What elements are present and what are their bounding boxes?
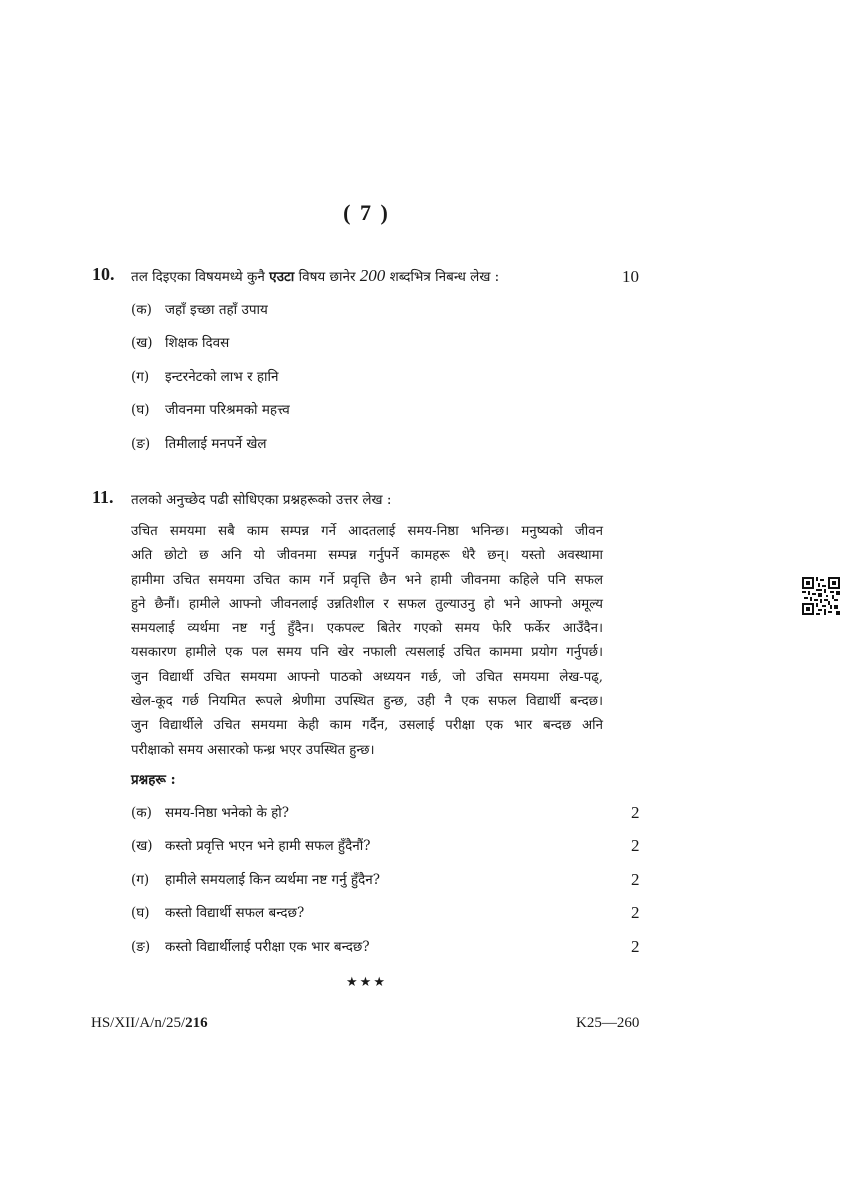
option-text: इन्टरनेटको लाभ र हानि [165, 369, 279, 385]
q10-option [131, 367, 279, 385]
question-11-number: 11. [92, 487, 114, 507]
q11-question [131, 903, 304, 921]
passage-line: जुन विद्यार्थीले उचित समयमा केही काम गर्दैन, उसलाई परीक्षा एक भार बन्दछ अनि [131, 718, 603, 734]
question-marks: 2 [631, 903, 640, 922]
question-text: कस्तो विद्यार्थीलाई परीक्षा एक भार बन्दछ? [165, 939, 370, 955]
passage-line: अति छोटो छ अनि यो जीवनमा सम्पन्न गर्नुपर्ने कामहरू धेरै छन्। यस्तो अवस्थामा [131, 548, 603, 564]
question-label: (क) [131, 805, 152, 821]
passage-line: हुने छैनौं। हामीले आफ्नो जीवनलाई उन्नतिशील र सफल तुल्याउनु हो भने आफ्नो अमूल्य [131, 596, 603, 612]
option-label: (ग) [131, 369, 150, 385]
passage-line: खेल-कूद गर्छ नियमित रूपले श्रेणीमा उपस्थित हुन्छ, उही नै एक सफल विद्यार्थी बन्दछ। [131, 694, 603, 710]
question-text: हामीले समयलाई किन व्यर्थमा नष्ट गर्नु हुँदैन? [165, 872, 380, 888]
option-label: (ख) [131, 335, 153, 351]
option-text: शिक्षक दिवस [165, 335, 230, 351]
option-label: (ङ) [131, 436, 151, 452]
option-text: जहाँ इच्छा तहाँ उपाय [165, 302, 268, 318]
q10-option [131, 300, 268, 318]
q10-option [131, 333, 229, 351]
question-text: कस्तो विद्यार्थी सफल बन्दछ? [165, 905, 305, 921]
question-marks: 2 [631, 836, 640, 855]
passage-line: यसकारण हामीले एक पल समय पनि खेर नफाली त्यसलाई उचित काममा प्रयोग गर्नुपर्छ। [131, 645, 603, 661]
q11-question [131, 836, 371, 854]
end-stars: ★★★ [346, 975, 387, 990]
passage-line: परीक्षाको समय असारको फन्ध्र भएर उपस्थित हुन्छ। [131, 742, 375, 758]
q11-question [131, 803, 289, 821]
q10-option [131, 434, 267, 452]
passage-line: जुन विद्यार्थी उचित समयमा आफ्नो पाठको अध्ययन गर्छ, जो उचित समयमा लेख-पढ्, [131, 669, 603, 685]
footer-left-code [91, 1015, 208, 1032]
passage-line: हामीमा उचित समयमा उचित काम गर्ने प्रवृत्ति छैन भने हामी जीवनमा कहिले पनि सफल [131, 572, 603, 588]
question-marks: 2 [631, 870, 640, 889]
questions-heading: प्रश्नहरू : [131, 772, 176, 788]
q10-word-count: 200 [359, 266, 386, 285]
footer-right-code: K25—260 [576, 1015, 640, 1031]
qr-code-icon [802, 577, 840, 615]
option-text: जीवनमा परिश्रमको महत्त्व [165, 402, 290, 418]
question-text: कस्तो प्रवृत्ति भएन भने हामी सफल हुँदैनौं? [165, 838, 371, 854]
q10-option [131, 400, 290, 418]
q10-text-pre: तल दिइएका विषयमध्ये कुनै [131, 269, 270, 285]
footer-code-bold: 216 [185, 1015, 208, 1031]
passage-line: समयलाई व्यर्थमा नष्ट गर्नु हुँदैन। एकपल्ट बितेर गएको समय फेरि फर्केर आउँदैन। [131, 621, 603, 637]
q11-question [131, 937, 370, 955]
question-label: (ग) [131, 872, 150, 888]
question-label: (ङ) [131, 939, 151, 955]
question-11-text: तलको अनुच्छेद पढी सोधिएका प्रश्नहरूको उत्तर लेख : [131, 492, 392, 508]
option-text: तिमीलाई मनपर्ने खेल [165, 436, 267, 452]
passage [131, 520, 603, 763]
passage-line: उचित समयमा सबै काम सम्पन्न गर्ने आदतलाई समय-निष्ठा भनिन्छ। मनुष्यको जीवन [131, 524, 603, 539]
q10-text-post: शब्दभित्र निबन्ध लेख : [385, 269, 500, 285]
q10-text-bold: एउटा [269, 269, 295, 285]
question-10-text [131, 266, 499, 286]
question-marks: 2 [631, 937, 640, 956]
q11-question [131, 870, 380, 888]
question-label: (ख) [131, 838, 153, 854]
option-label: (क) [131, 302, 152, 318]
footer-code-prefix: HS/XII/A/n/25/ [91, 1015, 186, 1031]
option-label: (घ) [131, 402, 150, 418]
question-marks: 2 [631, 803, 640, 822]
q10-text-mid: विषय छानेर [294, 269, 360, 285]
question-text: समय-निष्ठा भनेको के हो? [165, 805, 290, 821]
question-label: (घ) [131, 905, 150, 921]
page-number: ( 7 ) [343, 200, 390, 225]
question-10-marks: 10 [622, 267, 639, 286]
question-10-number: 10. [92, 264, 115, 284]
